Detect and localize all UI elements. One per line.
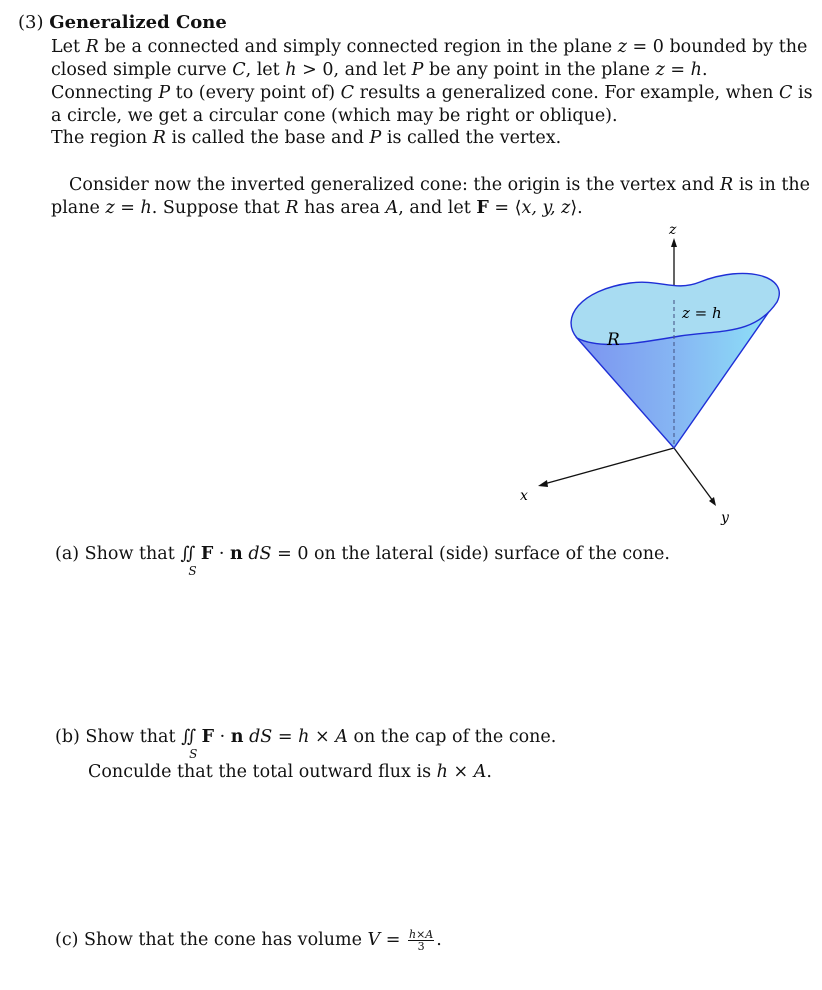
part-a-label: (a) Show that xyxy=(55,544,175,564)
math-C: C xyxy=(232,60,246,80)
text: . Suppose that xyxy=(151,198,280,218)
math-n: n xyxy=(230,727,244,747)
math-R: R xyxy=(720,175,734,195)
region-R-label: R xyxy=(607,330,620,350)
math-A: A xyxy=(335,727,348,747)
text: is xyxy=(798,83,813,103)
text: be any point in the plane xyxy=(429,60,651,80)
text: plane xyxy=(51,198,100,218)
fraction-numerator: h×A xyxy=(408,928,434,941)
surface-integral xyxy=(181,726,198,761)
surface-integral xyxy=(180,543,197,578)
math-C: C xyxy=(340,83,355,103)
text: = xyxy=(277,727,293,747)
math-h: h xyxy=(140,198,152,218)
volume-fraction xyxy=(408,929,434,952)
x-axis-arrowhead xyxy=(538,480,548,487)
text: ⟩. xyxy=(570,198,583,218)
part-b-line-1 xyxy=(55,726,557,761)
text: to (every point of) xyxy=(175,83,336,103)
text: · xyxy=(219,727,226,747)
text: = xyxy=(670,60,686,80)
math-P: P xyxy=(158,83,171,103)
part-c-label: (c) Show that the cone has volume xyxy=(55,930,362,950)
integral-subscript: S xyxy=(188,564,197,578)
z-axis-arrowhead xyxy=(671,238,677,247)
math-R: R xyxy=(85,37,99,57)
x-axis xyxy=(544,448,674,484)
text: closed simple curve xyxy=(51,60,227,80)
math-z: z xyxy=(655,60,665,80)
text: is called the vertex. xyxy=(386,128,562,148)
math-A: A xyxy=(385,198,399,218)
math-h: h xyxy=(285,60,297,80)
text: × xyxy=(314,727,330,747)
text: The region xyxy=(51,128,148,148)
math-z: z xyxy=(617,37,627,57)
text: on the cap of the cone. xyxy=(353,727,557,747)
text: Let xyxy=(51,37,81,57)
plane-z-equals-h-label: z = h xyxy=(682,304,722,322)
text: . xyxy=(701,60,708,80)
text: , and let xyxy=(398,198,471,218)
text: . xyxy=(486,762,492,782)
text: = xyxy=(385,930,401,950)
text: be a connected and simply connected region in the plane xyxy=(104,37,613,57)
text: = 0 bounded by the xyxy=(632,37,808,57)
math-R: R xyxy=(152,128,166,148)
text: × xyxy=(453,762,469,782)
math-n: n xyxy=(230,544,243,564)
text: Conculde that the total outward flux is xyxy=(88,762,432,782)
text: > 0, and let xyxy=(302,60,407,80)
math-xyz: x, y, z xyxy=(521,198,571,218)
text: = ⟨ xyxy=(494,198,522,218)
problem-title: Generalized Cone xyxy=(49,12,227,33)
math-C: C xyxy=(779,83,793,103)
problem-number: (3) xyxy=(18,12,44,33)
text: . xyxy=(436,930,442,950)
math-F: F xyxy=(476,198,489,218)
part-b-label: (b) Show that xyxy=(55,727,176,747)
z-axis-label: z xyxy=(669,222,677,238)
math-h: h xyxy=(690,60,702,80)
math-z: z xyxy=(105,198,115,218)
text: is in the xyxy=(738,175,811,195)
text: Consider now the inverted generalized cone: the origin is the vertex and xyxy=(69,175,715,195)
x-axis-label: x xyxy=(520,488,528,504)
math-P: P xyxy=(369,128,382,148)
text: results a generalized cone. For example, when xyxy=(359,83,774,103)
text: = 0 on the lateral (side) surface of the cone. xyxy=(277,544,670,564)
double-integral-symbol: ∬ xyxy=(181,727,197,747)
text: , let xyxy=(245,60,280,80)
y-axis xyxy=(674,448,713,501)
math-dS: dS xyxy=(248,544,272,564)
double-integral-symbol: ∬ xyxy=(180,544,196,564)
y-axis-label: y xyxy=(721,510,729,526)
math-h: h xyxy=(298,727,310,747)
math-A: A xyxy=(473,762,487,782)
text: has area xyxy=(304,198,380,218)
integral-subscript: S xyxy=(189,747,198,761)
math-dS: dS xyxy=(249,727,273,747)
math-V: V xyxy=(367,930,381,950)
math-h: h xyxy=(436,762,448,782)
text: = xyxy=(120,198,135,218)
text: · xyxy=(218,544,225,564)
fraction-denominator: 3 xyxy=(417,940,425,953)
math-F: F xyxy=(200,544,214,564)
part-a-line xyxy=(55,543,670,578)
math-R: R xyxy=(285,198,299,218)
part-c-line xyxy=(55,929,442,952)
y-axis-arrowhead xyxy=(709,497,716,506)
math-P: P xyxy=(411,60,424,80)
part-b-line-2 xyxy=(88,761,492,783)
text: is called the base and xyxy=(171,128,364,148)
math-F: F xyxy=(201,727,215,747)
text: a circle, we get a circular cone (which may be right or oblique). xyxy=(51,106,618,126)
text: Connecting xyxy=(51,83,153,103)
